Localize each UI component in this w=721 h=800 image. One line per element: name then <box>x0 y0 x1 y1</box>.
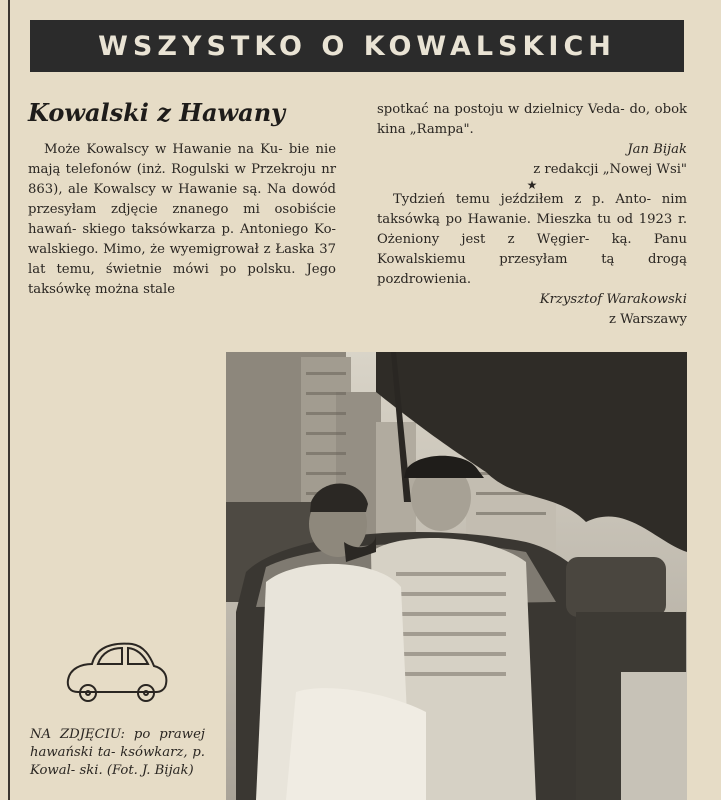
text-line: w Przekroju nr 863), ale Kowalscy w <box>28 162 337 197</box>
car-doodle-icon <box>62 634 172 706</box>
text-line: spotkać na postoju w dzielnicy Veda- <box>377 102 625 117</box>
letter-2-affiliation: z Warszawy <box>608 312 687 327</box>
photo-illustration <box>226 352 687 800</box>
text-line: tu od 1923 r. Ożeniony jest z Węgier- <box>377 212 688 247</box>
caption-line: NA ZDJĘCIU: po <box>30 727 151 742</box>
caption-line: prawej hawański ta- <box>30 727 205 760</box>
text-line: Łaska 37 lat temu, świetnie mówi po <box>28 242 336 277</box>
caption-line: ksówkarz, p. Kowal- <box>30 745 205 778</box>
star-separator: ★ <box>526 178 538 192</box>
photo-caption <box>30 726 205 780</box>
letter-1-body <box>28 140 336 300</box>
text-line: Może Kowalscy w Hawanie na Ku- <box>44 142 283 157</box>
text-line: Hawanie są. Na dowód przesyłam <box>28 182 336 217</box>
text-line: do, obok kina „Rampa". <box>377 102 687 137</box>
article-headline: Kowalski z Hawany <box>28 98 286 127</box>
letter-1-author: Jan Bijak <box>627 142 687 157</box>
letter-1-paragraph <box>28 140 336 300</box>
text-line: polsku. Jego taksówkę można stale <box>28 262 336 297</box>
text-line: bie nie mają telefonów (inż. Rogulski <box>28 142 337 177</box>
right-text-column <box>377 100 687 330</box>
text-line: nim taksówką po Hawanie. Mieszka <box>377 192 687 227</box>
letter-2-paragraph <box>377 190 687 290</box>
taxi-photo <box>226 352 687 800</box>
left-column-rule <box>8 0 10 800</box>
text-line: Tydzień temu jeździłem z p. Anto- <box>393 192 652 207</box>
letter-1-affiliation: z redakcji „Nowej Wsi" <box>533 162 687 177</box>
caption-line: ski. (Fot. J. Bijak) <box>79 763 194 778</box>
text-line: zdjęcie znanego mi osobiście hawań- <box>28 202 336 237</box>
letter-1-continuation <box>377 100 687 140</box>
text-line: skiego taksówkarza p. Antoniego Ko- <box>82 222 336 237</box>
text-line: ką. Panu Kowalskiemu przesyłam tą <box>377 232 687 267</box>
section-banner: WSZYSTKO O KOWALSKICH <box>30 20 684 72</box>
text-line: walskiego. Mimo, że wyemigrował z <box>28 242 271 257</box>
text-line: drogą pozdrowienia. <box>377 252 687 287</box>
letter-2-author: Krzysztof Warakowski <box>539 292 687 307</box>
